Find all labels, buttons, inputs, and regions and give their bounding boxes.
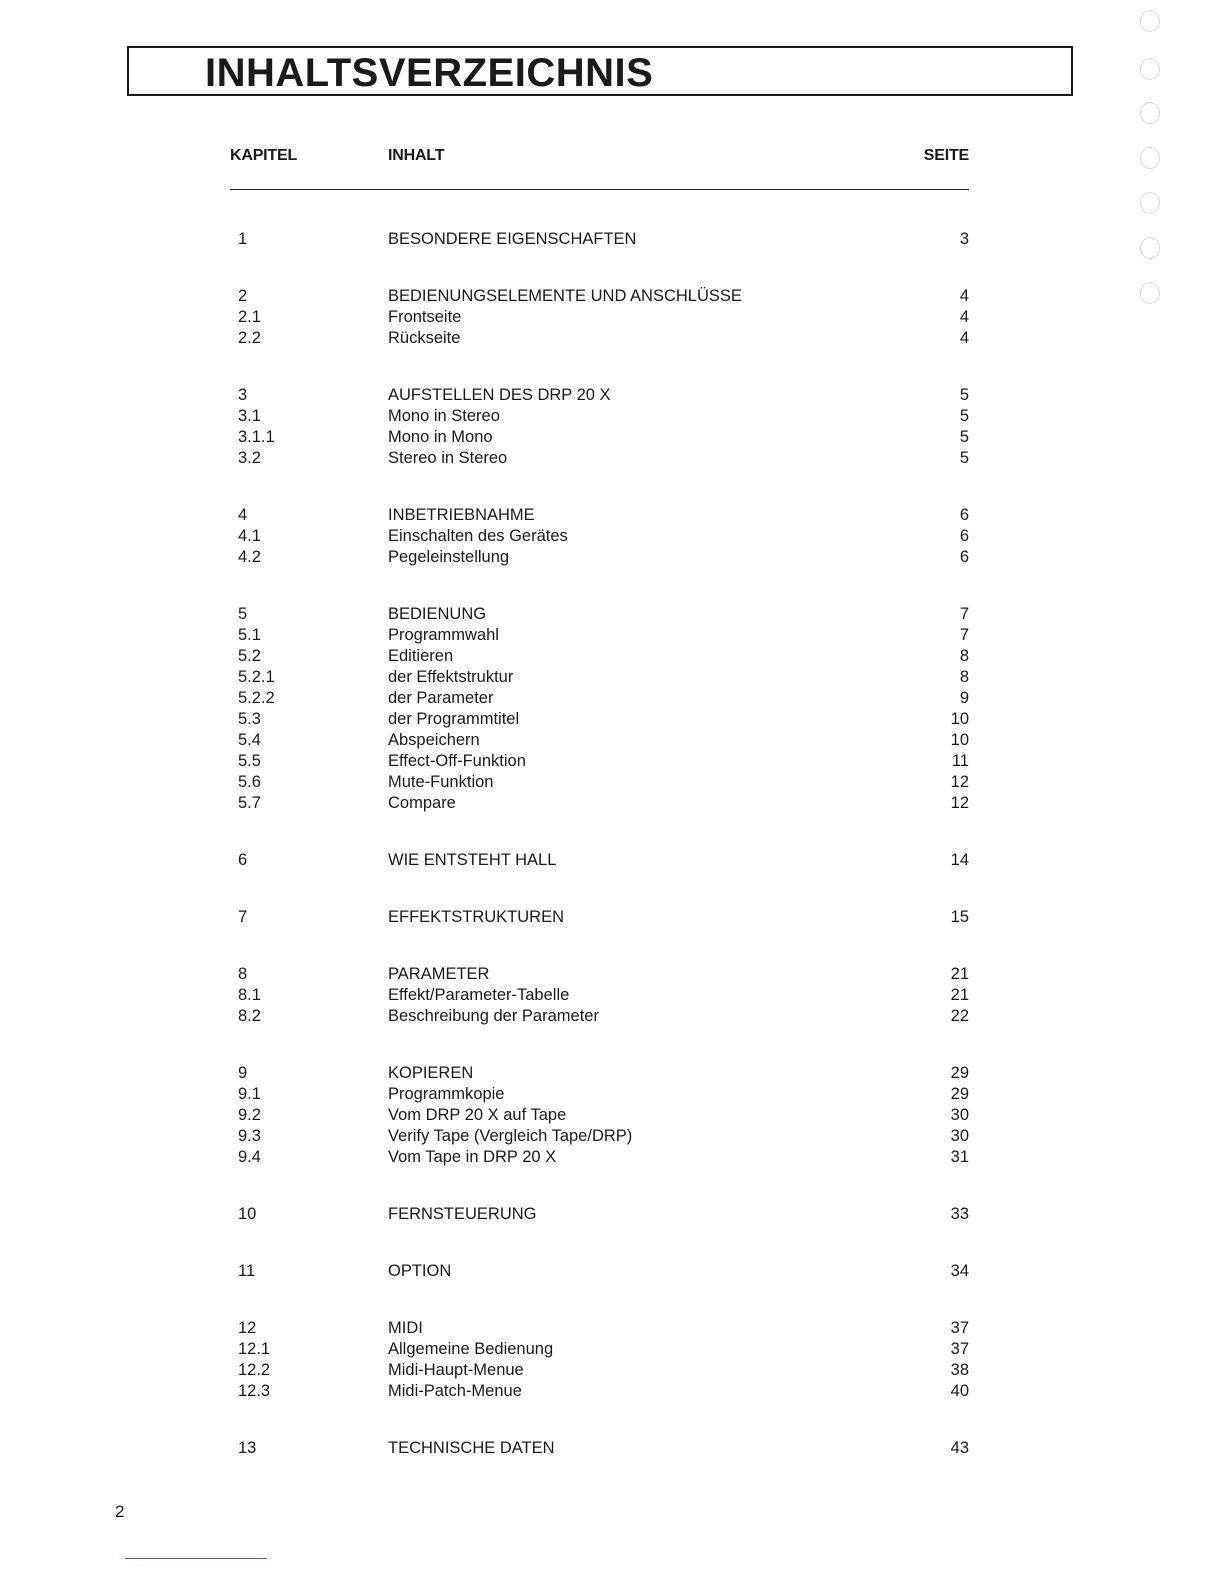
toc-row [230,907,969,928]
chapter-number: 12.2 [238,1361,271,1379]
toc-row [230,307,969,328]
chapter-number: 4.1 [238,527,261,545]
chapter-title: MIDI [388,1319,423,1337]
chapter-title: Midi-Patch-Menue [388,1382,522,1400]
chapter-page: 11 [951,752,969,770]
chapter-title: Pegeleinstellung [388,548,510,566]
toc-row [230,709,969,730]
chapter-number: 8.1 [238,986,261,1004]
toc-row [230,772,969,793]
chapter-number: 3.1 [238,407,261,425]
chapter-number: 5.6 [238,773,261,791]
toc-row [230,526,969,547]
chapter-title: der Parameter [388,689,494,707]
chapter-page: 22 [950,1007,969,1025]
toc-group [230,1204,969,1225]
chapter-page: 21 [950,986,969,1004]
chapter-number: 5.7 [238,794,261,812]
chapter-title: KOPIEREN [388,1064,474,1082]
header-divider [230,189,969,190]
toc-row [230,505,969,526]
chapter-title: Beschreibung der Parameter [388,1007,599,1025]
toc-row [230,1360,969,1381]
punch-hole [1140,237,1160,259]
chapter-number: 2.1 [238,308,261,326]
chapter-page: 15 [950,908,969,926]
toc-group [230,286,969,349]
chapter-page: 33 [950,1205,969,1223]
toc-row [230,406,969,427]
chapter-number: 5 [238,605,248,623]
chapter-page: 5 [959,386,969,404]
chapter-title: INBETRIEBNAHME [388,506,535,524]
chapter-number: 9.3 [238,1127,261,1145]
chapter-title: OPTION [388,1262,452,1280]
chapter-title: Editieren [388,647,454,665]
chapter-title: BESONDERE EIGENSCHAFTEN [388,230,637,248]
punch-hole [1140,192,1160,214]
chapter-number: 9.4 [238,1148,261,1166]
chapter-number: 5.5 [238,752,261,770]
chapter-page: 34 [950,1262,969,1280]
toc-row [230,1126,969,1147]
chapter-title: Compare [388,794,456,812]
toc-row [230,667,969,688]
chapter-page: 9 [959,689,969,707]
toc-row [230,1105,969,1126]
toc-row [230,1261,969,1282]
toc-group [230,1438,969,1459]
chapter-page: 6 [959,548,969,566]
toc-group [230,1318,969,1402]
punch-hole [1140,147,1160,169]
toc-row [230,1084,969,1105]
chapter-number: 10 [238,1205,257,1223]
toc-row [230,625,969,646]
punch-holes [1137,10,1167,1580]
chapter-page: 29 [950,1064,969,1082]
toc-row [230,448,969,469]
toc-group [230,907,969,928]
chapter-page: 37 [950,1340,969,1358]
toc-row [230,385,969,406]
chapter-title: TECHNISCHE DATEN [388,1439,555,1457]
chapter-title: Programmwahl [388,626,499,644]
chapter-title: AUFSTELLEN DES DRP 20 X [388,386,611,404]
chapter-page: 40 [950,1382,969,1400]
toc-row [230,751,969,772]
chapter-page: 31 [950,1148,969,1166]
toc-row [230,688,969,709]
chapter-title: Abspeichern [388,731,480,749]
chapter-title: BEDIENUNGSELEMENTE UND ANSCHLÜSSE [388,287,742,305]
chapter-number: 3.2 [238,449,261,467]
punch-hole [1140,102,1160,124]
header-content: INHALT [388,147,445,164]
chapter-page: 4 [959,308,969,326]
chapter-title: Frontseite [388,308,462,326]
chapter-number: 4 [238,506,248,524]
toc-row [230,1147,969,1168]
chapter-number: 3 [238,386,248,404]
punch-hole [1140,58,1160,80]
toc-row [230,985,969,1006]
page-title: INHALTSVERZEICHNIS [205,51,654,95]
chapter-number: 8.2 [238,1007,261,1025]
chapter-page: 8 [959,647,969,665]
punch-hole [1140,282,1160,304]
chapter-page: 14 [950,851,969,869]
toc-group [230,1063,969,1168]
chapter-title: Verify Tape (Vergleich Tape/DRP) [388,1127,633,1145]
chapter-title: Mono in Stereo [388,407,500,425]
chapter-number: 13 [238,1439,257,1457]
chapter-title: der Programmtitel [388,710,520,728]
chapter-page: 37 [950,1319,969,1337]
header-chapter: KAPITEL [230,147,298,164]
toc-group [230,385,969,469]
chapter-number: 9 [238,1064,248,1082]
toc-row [230,229,969,250]
chapter-number: 5.4 [238,731,261,749]
chapter-page: 8 [959,668,969,686]
chapter-page: 12 [950,773,969,791]
chapter-page: 38 [950,1361,969,1379]
toc-group [230,505,969,568]
chapter-title: PARAMETER [388,965,490,983]
toc-row [230,1006,969,1027]
chapter-number: 9.2 [238,1106,261,1124]
chapter-title: Effekt/Parameter-Tabelle [388,986,570,1004]
toc-row [230,1063,969,1084]
page-number: 2 [115,1502,125,1521]
chapter-title: Midi-Haupt-Menue [388,1361,524,1379]
chapter-title: Mute-Funktion [388,773,494,791]
chapter-title: der Effektstruktur [388,668,514,686]
chapter-number: 6 [238,851,248,869]
header-page: SEITE [923,147,969,164]
chapter-number: 8 [238,965,248,983]
toc-row [230,547,969,568]
chapter-title: Effect-Off-Funktion [388,752,526,770]
chapter-number: 2.2 [238,329,261,347]
chapter-page: 21 [950,965,969,983]
chapter-page: 10 [950,731,969,749]
toc-group [230,229,969,250]
chapter-page: 5 [959,428,969,446]
chapter-title: FERNSTEUERUNG [388,1205,537,1223]
chapter-page: 5 [959,449,969,467]
chapter-page: 3 [959,230,969,248]
title-box [127,46,1073,96]
chapter-page: 4 [959,329,969,347]
footer-divider [125,1558,267,1559]
chapter-page: 5 [959,407,969,425]
toc-row [230,1318,969,1339]
chapter-title: EFFEKTSTRUKTUREN [388,908,565,926]
chapter-number: 1 [238,230,248,248]
toc-row [230,793,969,814]
chapter-number: 5.1 [238,626,261,644]
chapter-number: 12.3 [238,1382,271,1400]
toc-row [230,646,969,667]
toc-group [230,964,969,1027]
toc-group [230,850,969,871]
toc-row [230,1438,969,1459]
chapter-number: 9.1 [238,1085,261,1103]
chapter-title: Programmkopie [388,1085,505,1103]
chapter-title: Allgemeine Bedienung [388,1340,554,1358]
toc-row [230,730,969,751]
chapter-page: 7 [959,605,969,623]
table-of-contents [230,229,969,1495]
chapter-page: 43 [950,1439,969,1457]
toc-row [230,427,969,448]
chapter-number: 2 [238,287,248,305]
toc-group [230,1261,969,1282]
chapter-number: 5.2.2 [238,689,275,707]
chapter-number: 7 [238,908,248,926]
chapter-number: 5.2.1 [238,668,275,686]
chapter-page: 6 [959,527,969,545]
chapter-page: 30 [950,1106,969,1124]
chapter-page: 12 [950,794,969,812]
chapter-title: Mono in Mono [388,428,493,446]
chapter-title: Vom DRP 20 X auf Tape [388,1106,567,1124]
chapter-page: 29 [950,1085,969,1103]
chapter-title: Rückseite [388,329,461,347]
chapter-page: 4 [959,287,969,305]
chapter-number: 3.1.1 [238,428,275,446]
toc-row [230,1204,969,1225]
toc-row [230,964,969,985]
chapter-number: 5.2 [238,647,261,665]
chapter-page: 7 [959,626,969,644]
chapter-title: Stereo in Stereo [388,449,508,467]
toc-row [230,1339,969,1360]
chapter-number: 12.1 [238,1340,271,1358]
chapter-number: 11 [238,1262,256,1280]
toc-row [230,1381,969,1402]
toc-group [230,604,969,814]
chapter-title: Vom Tape in DRP 20 X [388,1148,557,1166]
chapter-title: WIE ENTSTEHT HALL [388,851,557,869]
chapter-title: Einschalten des Gerätes [388,527,568,545]
chapter-page: 30 [950,1127,969,1145]
chapter-page: 10 [950,710,969,728]
toc-row [230,286,969,307]
toc-row [230,328,969,349]
toc-row [230,850,969,871]
punch-hole [1140,10,1160,32]
toc-row [230,604,969,625]
chapter-number: 5.3 [238,710,261,728]
chapter-page: 6 [959,506,969,524]
chapter-title: BEDIENUNG [388,605,487,623]
chapter-number: 12 [238,1319,257,1337]
chapter-number: 4.2 [238,548,261,566]
